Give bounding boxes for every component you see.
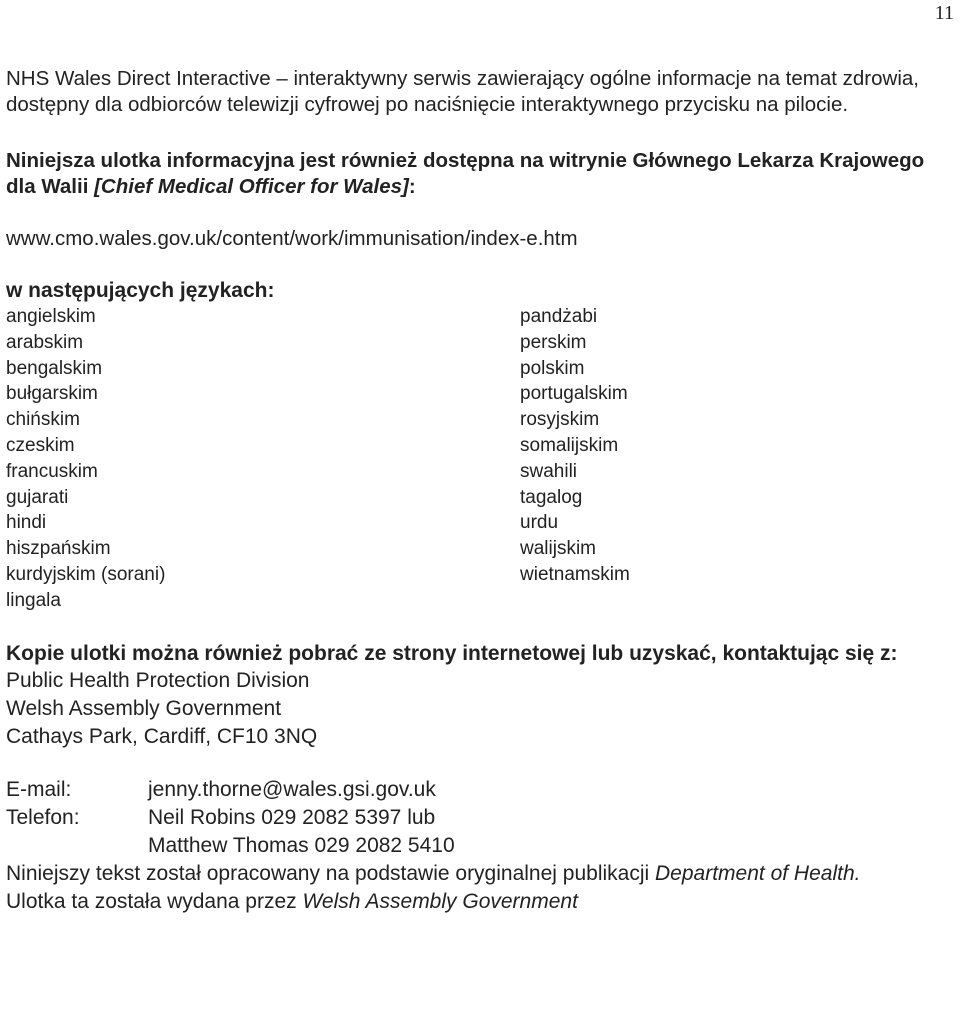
email-label: E-mail: [6,777,72,801]
language-item: francuskim [6,460,98,482]
language-item: urdu [520,512,559,534]
availability-colon: : [408,175,416,198]
language-item: bengalskim [6,357,103,379]
source-note-italic: Department of Health. [655,861,861,885]
phone-number-1: Neil Robins 029 2082 5397 lub [148,805,436,829]
page-number: 11 [934,2,954,24]
language-item: angielskim [6,306,96,327]
email-row [6,776,946,804]
language-item: arabskim [6,331,84,353]
language-item: portugalskim [520,383,628,405]
phone-row [6,804,946,832]
language-item: tagalog [520,486,583,508]
language-item: lingala [6,589,61,611]
language-item: somalijskim [520,434,619,456]
language-item: czeskim [6,434,75,456]
document-body [6,66,946,916]
availability-paragraph [6,148,946,200]
language-item: pandżabi [520,306,598,327]
source-note-text: Niniejszy tekst został opracowany na podstawie oryginalnej publikacji [6,861,656,885]
languages-right-column [520,304,820,614]
language-item: chińskim [6,409,80,431]
phone-number-2: Matthew Thomas 029 2082 5410 [148,833,455,857]
address-line: Cathays Park, Cardiff, CF10 3NQ [6,724,318,748]
language-item: kurdyjskim (sorani) [6,563,166,585]
language-item: hindi [6,512,47,534]
availability-text: Niniejsza ulotka informacyjna jest również dostępna na witrynie Głównego Lekarza Krajowego dla Walii [6,149,925,198]
source-note [6,860,946,888]
language-item: hiszpańskim [6,538,111,560]
phone-label: Telefon: [6,805,80,829]
website-url[interactable]: www.cmo.wales.gov.uk/content/work/immunisation/index-e.htm [6,227,578,250]
intro-paragraph: NHS Wales Direct Interactive – interaktywny serwis zawierający ogólne informacje na temat zdrowia, dostępny dla odbiorców telewizji cyfrowej po naciśnięcie interaktywnego przycisku na pilocie. [6,67,919,116]
language-item: gujarati [6,486,69,508]
phone-label-spacer [6,832,148,860]
languages-heading: w następujących językach: [6,279,275,302]
availability-italic-text: [Chief Medical Officer for Wales] [94,175,409,198]
contact-details [6,776,946,860]
email-address[interactable]: jenny.thorne@wales.gsi.gov.uk [148,777,436,801]
language-item: wietnamskim [520,563,630,585]
language-item: bułgarskim [6,383,98,405]
phone-row-2 [6,832,946,860]
languages-left-column [6,304,520,614]
language-item: swahili [520,460,578,482]
language-item: perskim [520,331,587,353]
address-line: Public Health Protection Division [6,668,310,692]
language-item: walijskim [520,538,596,560]
issued-note-text: Ulotka ta została wydana przez [6,889,303,913]
copies-heading: Kopie ulotki można również pobrać ze strony internetowej lub uzyskać, kontaktując się z: [6,641,898,665]
issued-note [6,888,946,916]
issued-note-italic: Welsh Assembly Government [302,889,578,913]
languages-list [6,304,946,614]
language-item: rosyjskim [520,409,600,431]
language-item: polskim [520,357,585,379]
postal-address [6,667,946,751]
address-line: Welsh Assembly Government [6,696,282,720]
